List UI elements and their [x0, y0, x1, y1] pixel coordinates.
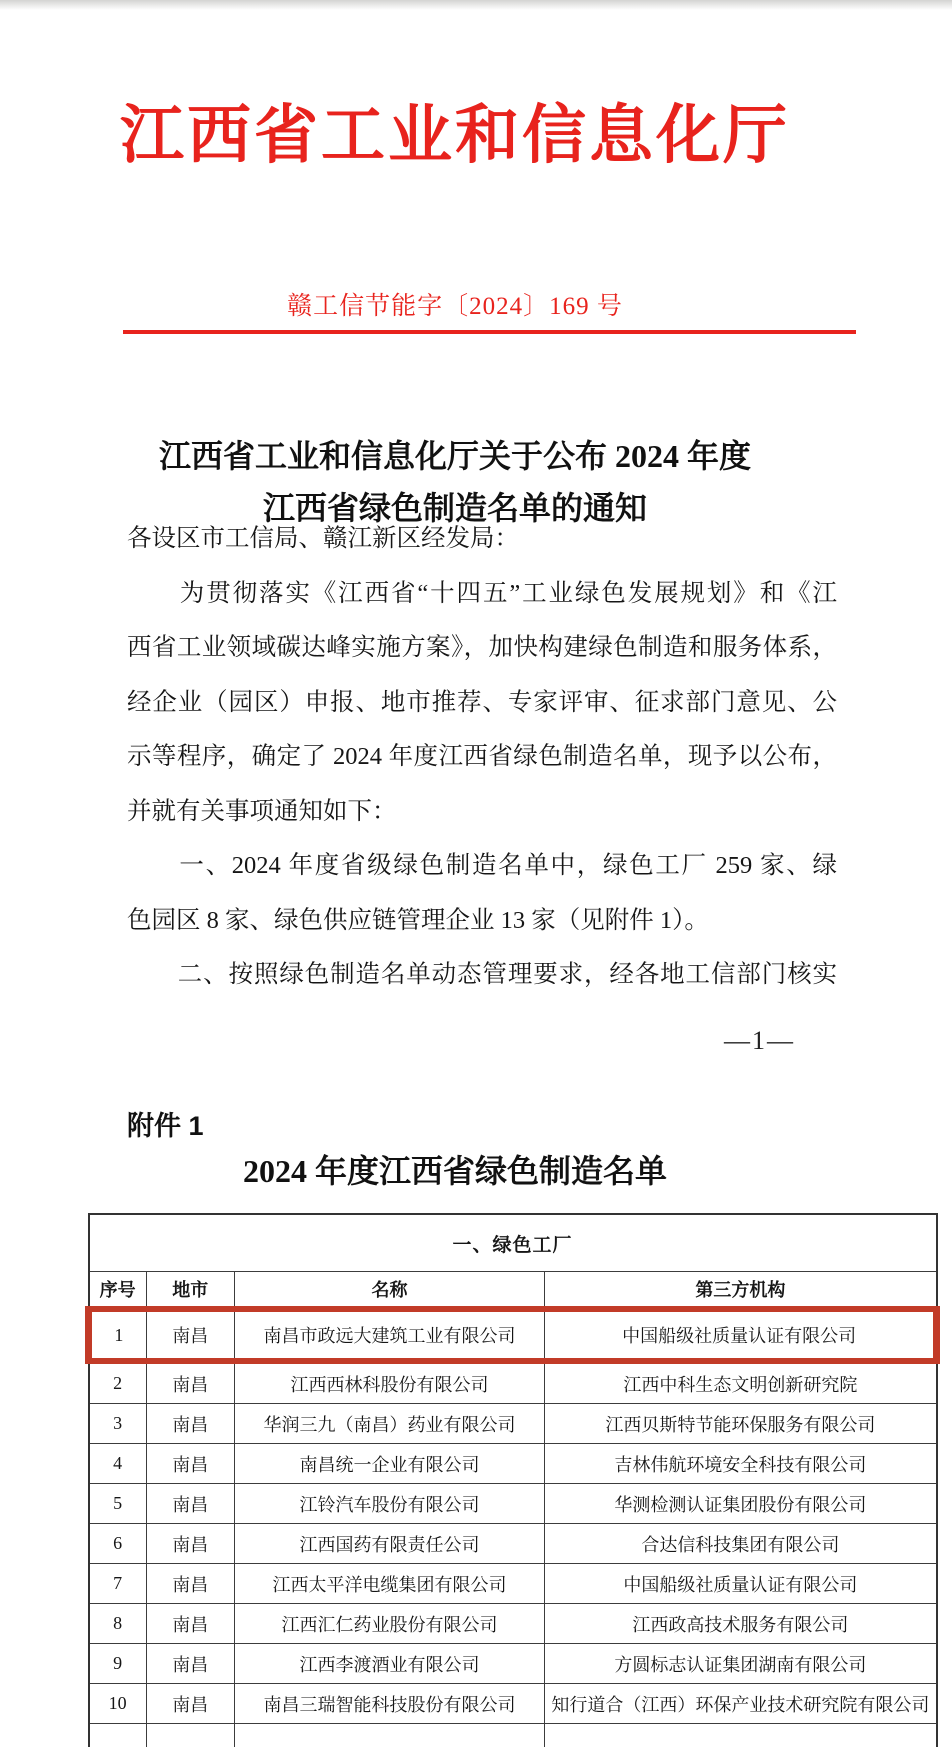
- table-cell: 华润三九（南昌）药业有限公司: [234, 1404, 544, 1444]
- org-title: 江西省工业和信息化厅: [120, 100, 790, 171]
- table-cell: 4: [89, 1444, 147, 1484]
- table-section-title: 一、绿色工厂: [89, 1214, 937, 1272]
- table-cell: 江西太平洋电缆集团有限公司: [234, 1564, 544, 1604]
- table-cell: 10: [89, 1684, 147, 1724]
- table-cell: 1: [89, 1309, 147, 1361]
- table-cell: 南昌: [146, 1524, 234, 1564]
- table-cell: 3: [89, 1404, 147, 1444]
- table-cell: 江西西林科股份有限公司: [234, 1361, 544, 1404]
- table-cell: 华测检测认证集团股份有限公司: [545, 1484, 937, 1524]
- table-row: [89, 1444, 937, 1484]
- table-cell: 2: [89, 1361, 147, 1404]
- table-row-partial: [89, 1724, 937, 1747]
- attachment-label: 附件 1: [127, 1111, 204, 1141]
- table-cell: 南昌: [146, 1484, 234, 1524]
- table-cell: 南昌: [146, 1564, 234, 1604]
- table-cell: 江西政高技术服务有限公司: [545, 1604, 937, 1644]
- table-cell: 南昌: [146, 1309, 234, 1361]
- table-cell: 7: [89, 1564, 147, 1604]
- table-cell: 知行道合（江西）环保产业技术研究院有限公司: [545, 1684, 937, 1724]
- body-line: 示等程序，确定了 2024 年度江西省绿色制造名单，现予以公布，: [127, 743, 837, 770]
- table-cell: 南昌市政远大建筑工业有限公司: [234, 1309, 544, 1361]
- table-cell: 江西贝斯特节能环保服务有限公司: [545, 1404, 937, 1444]
- table-row: [89, 1524, 937, 1564]
- doc-number: 赣工信节能字〔2024〕169 号: [287, 293, 623, 320]
- table-row: [89, 1309, 937, 1361]
- table-cell: 吉林伟航环境安全科技有限公司: [545, 1444, 937, 1484]
- table-row: [89, 1644, 937, 1684]
- table-cell: [545, 1724, 937, 1747]
- body-line: 一、2024 年度省级绿色制造名单中，绿色工厂 259 家、绿: [127, 852, 837, 879]
- table-cell: 中国船级社质量认证有限公司: [545, 1309, 937, 1361]
- table-cell: 南昌: [146, 1684, 234, 1724]
- table-cell: [89, 1724, 147, 1747]
- table-cell: [146, 1724, 234, 1747]
- table-row: [89, 1361, 937, 1404]
- page-number: —1—: [724, 1026, 795, 1055]
- table-row: [89, 1484, 937, 1524]
- attachment-title: 2024 年度江西省绿色制造名单: [242, 1153, 667, 1189]
- table-cell: 江西国药有限责任公司: [234, 1524, 544, 1564]
- table-cell: 南昌: [146, 1361, 234, 1404]
- red-divider-rule: [123, 330, 856, 334]
- body-line: 二、按照绿色制造名单动态管理要求，经各地工信部门核实: [127, 961, 837, 988]
- body-line: 并就有关事项通知如下：: [127, 797, 397, 825]
- table-header-row: [89, 1272, 937, 1310]
- table-cell: 合达信科技集团有限公司: [545, 1524, 937, 1564]
- table-row: [89, 1404, 937, 1444]
- table-cell: 南昌: [146, 1604, 234, 1644]
- table-cell: 江铃汽车股份有限公司: [234, 1484, 544, 1524]
- table-cell: 江西李渡酒业有限公司: [234, 1644, 544, 1684]
- table-cell: 9: [89, 1644, 147, 1684]
- table-cell: 5: [89, 1484, 147, 1524]
- table-cell: 南昌: [146, 1404, 234, 1444]
- column-header: 地市: [146, 1272, 234, 1310]
- table-cell: 南昌: [146, 1644, 234, 1684]
- table-cell: 江西汇仁药业股份有限公司: [234, 1604, 544, 1644]
- body-line: 色园区 8 家、绿色供应链管理企业 13 家（见附件 1）。: [127, 906, 709, 934]
- table-cell: 8: [89, 1604, 147, 1644]
- table-row: [89, 1684, 937, 1724]
- notice-body: [127, 512, 837, 1003]
- body-line: 西省工业领域碳达峰实施方案》，加快构建绿色制造和服务体系，: [127, 634, 837, 661]
- table-row: [89, 1604, 937, 1644]
- table-cell: 南昌: [146, 1444, 234, 1484]
- table-cell: 中国船级社质量认证有限公司: [545, 1564, 937, 1604]
- body-line: 为贯彻落实《江西省“十四五”工业绿色发展规划》和《江: [127, 579, 837, 607]
- table-section-row: [89, 1214, 937, 1272]
- table-cell: 南昌三瑞智能科技股份有限公司: [234, 1684, 544, 1724]
- green-manufacturing-table: [85, 1213, 940, 1747]
- body-line: 经企业（园区）申报、地市推荐、专家评审、征求部门意见、公: [127, 688, 837, 716]
- table-cell: 南昌统一企业有限公司: [234, 1444, 544, 1484]
- table-cell: [234, 1724, 544, 1747]
- body-line: 各设区市工信局、赣江新区经发局：: [127, 525, 519, 552]
- notice-title-line1: 江西省工业和信息化厅关于公布 2024 年度: [158, 438, 751, 474]
- table-cell: 江西中科生态文明创新研究院: [545, 1361, 937, 1404]
- column-header: 第三方机构: [545, 1272, 937, 1310]
- table-cell: 方圆标志认证集团湖南有限公司: [545, 1644, 937, 1684]
- table-row: [89, 1564, 937, 1604]
- table-cell: 6: [89, 1524, 147, 1564]
- column-header: 名称: [234, 1272, 544, 1310]
- column-header: 序号: [89, 1272, 147, 1310]
- notice-title-line2: 江西省绿色制造名单的通知: [262, 490, 647, 526]
- scan-edge: [0, 0, 952, 10]
